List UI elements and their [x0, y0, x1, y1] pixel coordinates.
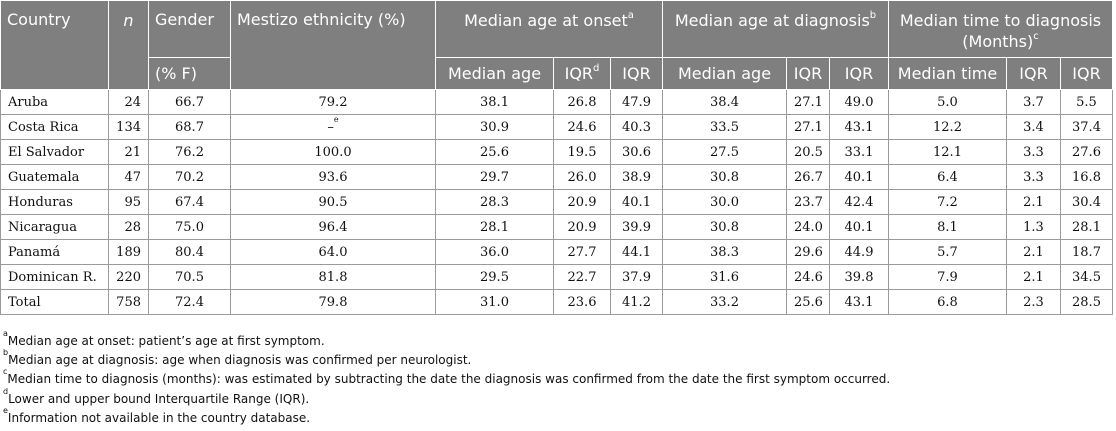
- cell-median-time: 12.1: [889, 140, 1007, 165]
- cell-diagnosis-iqr-low: 27.1: [787, 90, 830, 115]
- cell-onset-iqr-low: 20.9: [554, 190, 611, 215]
- cell-onset-median-age: 38.1: [436, 90, 554, 115]
- cell-onset-median-age: 31.0: [436, 290, 554, 315]
- footnote-item: [3, 367, 891, 389]
- cell-mestizo-percent: 81.8: [231, 265, 436, 290]
- header-diagnosis-iqr-low: IQR: [787, 58, 830, 90]
- cell-diagnosis-iqr-high: 43.1: [830, 115, 889, 140]
- cell-country: Total: [1, 290, 109, 315]
- cell-onset-iqr-low: 20.9: [554, 215, 611, 240]
- cell-n: 47: [109, 165, 149, 190]
- footnote-item: [3, 405, 890, 428]
- cell-country: Costa Rica: [1, 115, 109, 140]
- cell-gender-percent-female: 66.7: [149, 90, 231, 115]
- cell-mestizo-value: –: [327, 119, 334, 135]
- header-median-age-onset-label: Median age at onset: [464, 11, 628, 30]
- header-time-iqr-high: IQR: [1061, 58, 1113, 90]
- cell-time-iqr-high: 34.5: [1061, 265, 1113, 290]
- footnote-text: Information not available in the country database.: [7, 410, 311, 425]
- cell-diagnosis-iqr-high: 42.4: [830, 190, 889, 215]
- cell-onset-median-age: 29.7: [436, 165, 554, 190]
- header-median-time-diagnosis: [889, 1, 1113, 58]
- table-row: [1, 265, 1113, 290]
- cell-mestizo-percent: 96.4: [231, 215, 436, 240]
- cell-time-iqr-high: 28.5: [1061, 290, 1113, 315]
- cell-onset-median-age: 25.6: [436, 140, 554, 165]
- cell-mestizo-percent: 100.0: [231, 140, 436, 165]
- cell-time-iqr-high: 28.1: [1061, 215, 1113, 240]
- cell-country: El Salvador: [1, 140, 109, 165]
- cell-median-time: 8.1: [889, 215, 1007, 240]
- cell-diagnosis-iqr-low: 24.0: [787, 215, 830, 240]
- cell-diagnosis-iqr-low: 26.7: [787, 165, 830, 190]
- cell-country: Panamá: [1, 240, 109, 265]
- cell-time-iqr-high: 5.5: [1061, 90, 1113, 115]
- header-onset-median-age: Median age: [436, 58, 554, 90]
- cell-time-iqr-high: 30.4: [1061, 190, 1113, 215]
- cell-onset-iqr-low: 26.8: [554, 90, 611, 115]
- cell-n: 134: [109, 115, 149, 140]
- cell-diagnosis-median-age: 38.4: [663, 90, 787, 115]
- footnote-text: Median age at onset: patient’s age at first symptom.: [7, 334, 325, 348]
- cell-time-iqr-low: 3.3: [1007, 140, 1061, 165]
- header-gender: Gender: [149, 1, 231, 58]
- cell-mestizo-percent: 64.0: [231, 240, 436, 265]
- header-iqr-label: IQR: [564, 64, 594, 83]
- table-row: [1, 290, 1113, 315]
- cell-onset-iqr-high: 40.1: [611, 190, 663, 215]
- cell-country: Nicaragua: [1, 215, 109, 240]
- cell-diagnosis-iqr-high: 43.1: [830, 290, 889, 315]
- cell-mestizo-percent: 79.8: [231, 290, 436, 315]
- cell-onset-median-age: 28.3: [436, 190, 554, 215]
- cell-gender-percent-female: 76.2: [149, 140, 231, 165]
- cell-onset-iqr-low: 24.6: [554, 115, 611, 140]
- cell-diagnosis-median-age: 30.0: [663, 190, 787, 215]
- cell-diagnosis-median-age: 33.5: [663, 115, 787, 140]
- cell-onset-iqr-high: 47.9: [611, 90, 663, 115]
- footnotes: [3, 329, 891, 428]
- footnote-text: Median age at diagnosis: age when diagnosis was confirmed per neurologist.: [8, 353, 472, 368]
- footnote-item: [3, 386, 890, 409]
- cell-diagnosis-iqr-low: 29.6: [787, 240, 830, 265]
- cell-median-time: 5.7: [889, 240, 1007, 265]
- cell-onset-iqr-low: 19.5: [554, 140, 611, 165]
- cell-onset-median-age: 28.1: [436, 215, 554, 240]
- header-median-age-onset: [436, 1, 663, 58]
- footnote-mark: a: [3, 329, 8, 338]
- cell-onset-iqr-high: 38.9: [611, 165, 663, 190]
- cell-gender-percent-female: 68.7: [149, 115, 231, 140]
- cell-median-time: 7.9: [889, 265, 1007, 290]
- cell-time-iqr-low: 3.4: [1007, 115, 1061, 140]
- table-row: [1, 115, 1113, 140]
- cell-country: Dominican R.: [1, 265, 109, 290]
- cell-diagnosis-median-age: 30.8: [663, 165, 787, 190]
- table-row: [1, 240, 1113, 265]
- footnote-mark: e: [3, 405, 8, 415]
- cell-diagnosis-iqr-high: 40.1: [830, 215, 889, 240]
- cell-diagnosis-iqr-high: 40.1: [830, 165, 889, 190]
- cell-gender-percent-female: 72.4: [149, 290, 231, 315]
- table-row: [1, 215, 1113, 240]
- cell-diagnosis-iqr-low: 25.6: [787, 290, 830, 315]
- footnote-mark-d: d: [593, 62, 600, 74]
- header-median-age-diagnosis: [663, 1, 889, 58]
- cell-onset-iqr-high: 37.9: [611, 265, 663, 290]
- cell-n: 28: [109, 215, 149, 240]
- cell-n: 758: [109, 290, 149, 315]
- footnote-item: [3, 348, 890, 370]
- cell-country: Guatemala: [1, 165, 109, 190]
- cell-onset-iqr-high: 30.6: [611, 140, 663, 165]
- header-time-iqr-low: IQR: [1007, 58, 1061, 90]
- cell-gender-percent-female: 70.5: [149, 265, 231, 290]
- header-diagnosis-iqr-high: IQR: [830, 58, 889, 90]
- footnote-mark: d: [3, 386, 9, 396]
- cell-time-iqr-low: 2.1: [1007, 240, 1061, 265]
- footnote-mark-e: e: [333, 115, 339, 125]
- cell-diagnosis-iqr-low: 23.7: [787, 190, 830, 215]
- cell-n: 21: [109, 140, 149, 165]
- table-row: [1, 165, 1113, 190]
- cell-time-iqr-low: 3.7: [1007, 90, 1061, 115]
- cell-diagnosis-median-age: 31.6: [663, 265, 787, 290]
- table-body: [1, 90, 1113, 315]
- footnote-mark: b: [3, 348, 9, 358]
- cell-time-iqr-low: 3.3: [1007, 165, 1061, 190]
- cell-diagnosis-iqr-high: 44.9: [830, 240, 889, 265]
- cell-gender-percent-female: 75.0: [149, 215, 231, 240]
- cell-n: 95: [109, 190, 149, 215]
- table-row: [1, 190, 1113, 215]
- footnote-mark-c: c: [1033, 30, 1039, 42]
- header-onset-iqr-low: [554, 58, 611, 90]
- footnote-text: Lower and upper bound Interquartile Range (IQR).: [8, 391, 310, 406]
- cell-diagnosis-iqr-high: 33.1: [830, 140, 889, 165]
- cell-onset-iqr-low: 23.6: [554, 290, 611, 315]
- cell-country: Honduras: [1, 190, 109, 215]
- cell-diagnosis-median-age: 27.5: [663, 140, 787, 165]
- footnote-mark: c: [3, 367, 8, 377]
- cell-median-time: 12.2: [889, 115, 1007, 140]
- header-country: Country: [1, 1, 109, 90]
- header-mestizo-ethnicity: Mestizo ethnicity (%): [231, 1, 436, 90]
- header-median-time-diagnosis-label: Median time to diagnosis (Months): [899, 11, 1102, 51]
- cell-onset-iqr-low: 22.7: [554, 265, 611, 290]
- cell-time-iqr-low: 1.3: [1007, 215, 1061, 240]
- cell-n: 24: [109, 90, 149, 115]
- cell-mestizo-percent: [231, 115, 436, 140]
- cell-median-time: 6.8: [889, 290, 1007, 315]
- cell-time-iqr-high: 27.6: [1061, 140, 1113, 165]
- cell-onset-median-age: 30.9: [436, 115, 554, 140]
- cell-time-iqr-low: 2.1: [1007, 265, 1061, 290]
- cell-gender-percent-female: 80.4: [149, 240, 231, 265]
- cell-onset-iqr-high: 40.3: [611, 115, 663, 140]
- cell-time-iqr-high: 16.8: [1061, 165, 1113, 190]
- cell-n: 220: [109, 265, 149, 290]
- table-row: [1, 90, 1113, 115]
- cell-diagnosis-median-age: 33.2: [663, 290, 787, 315]
- cell-onset-median-age: 36.0: [436, 240, 554, 265]
- cell-onset-iqr-high: 44.1: [611, 240, 663, 265]
- cell-onset-iqr-high: 41.2: [611, 290, 663, 315]
- cell-median-time: 6.4: [889, 165, 1007, 190]
- cell-diagnosis-iqr-low: 24.6: [787, 265, 830, 290]
- cell-country: Aruba: [1, 90, 109, 115]
- cell-median-time: 7.2: [889, 190, 1007, 215]
- cell-median-time: 5.0: [889, 90, 1007, 115]
- cell-diagnosis-iqr-high: 49.0: [830, 90, 889, 115]
- footnote-text: Median time to diagnosis (months): was estimated by subtracting the date the diagnosis was confirmed from the date the first symptom occurred.: [7, 372, 891, 387]
- cell-diagnosis-median-age: 30.8: [663, 215, 787, 240]
- cell-onset-iqr-low: 27.7: [554, 240, 611, 265]
- cell-mestizo-percent: 93.6: [231, 165, 436, 190]
- header-diagnosis-median-age: Median age: [663, 58, 787, 90]
- header-median-time: Median time: [889, 58, 1007, 90]
- cell-onset-iqr-low: 26.0: [554, 165, 611, 190]
- cell-gender-percent-female: 70.2: [149, 165, 231, 190]
- cell-time-iqr-high: 18.7: [1061, 240, 1113, 265]
- cell-mestizo-percent: 90.5: [231, 190, 436, 215]
- cell-diagnosis-median-age: 38.3: [663, 240, 787, 265]
- header-n: n: [109, 1, 149, 90]
- cell-diagnosis-iqr-high: 39.8: [830, 265, 889, 290]
- table-row: [1, 140, 1113, 165]
- cell-n: 189: [109, 240, 149, 265]
- cell-gender-percent-female: 67.4: [149, 190, 231, 215]
- cell-time-iqr-low: 2.3: [1007, 290, 1061, 315]
- cell-diagnosis-iqr-low: 27.1: [787, 115, 830, 140]
- cell-time-iqr-high: 37.4: [1061, 115, 1113, 140]
- header-median-age-diagnosis-label: Median age at diagnosis: [674, 11, 870, 30]
- header-onset-iqr-high: IQR: [611, 58, 663, 90]
- cell-mestizo-percent: 79.2: [231, 90, 436, 115]
- cell-onset-iqr-high: 39.9: [611, 215, 663, 240]
- cell-diagnosis-iqr-low: 20.5: [787, 140, 830, 165]
- header-gender-unit: (% F): [149, 58, 231, 90]
- cell-time-iqr-low: 2.1: [1007, 190, 1061, 215]
- footnote-mark-b: b: [869, 9, 877, 21]
- footnote-item: [3, 329, 890, 351]
- footnote-mark-a: a: [627, 9, 634, 21]
- cell-onset-median-age: 29.5: [436, 265, 554, 290]
